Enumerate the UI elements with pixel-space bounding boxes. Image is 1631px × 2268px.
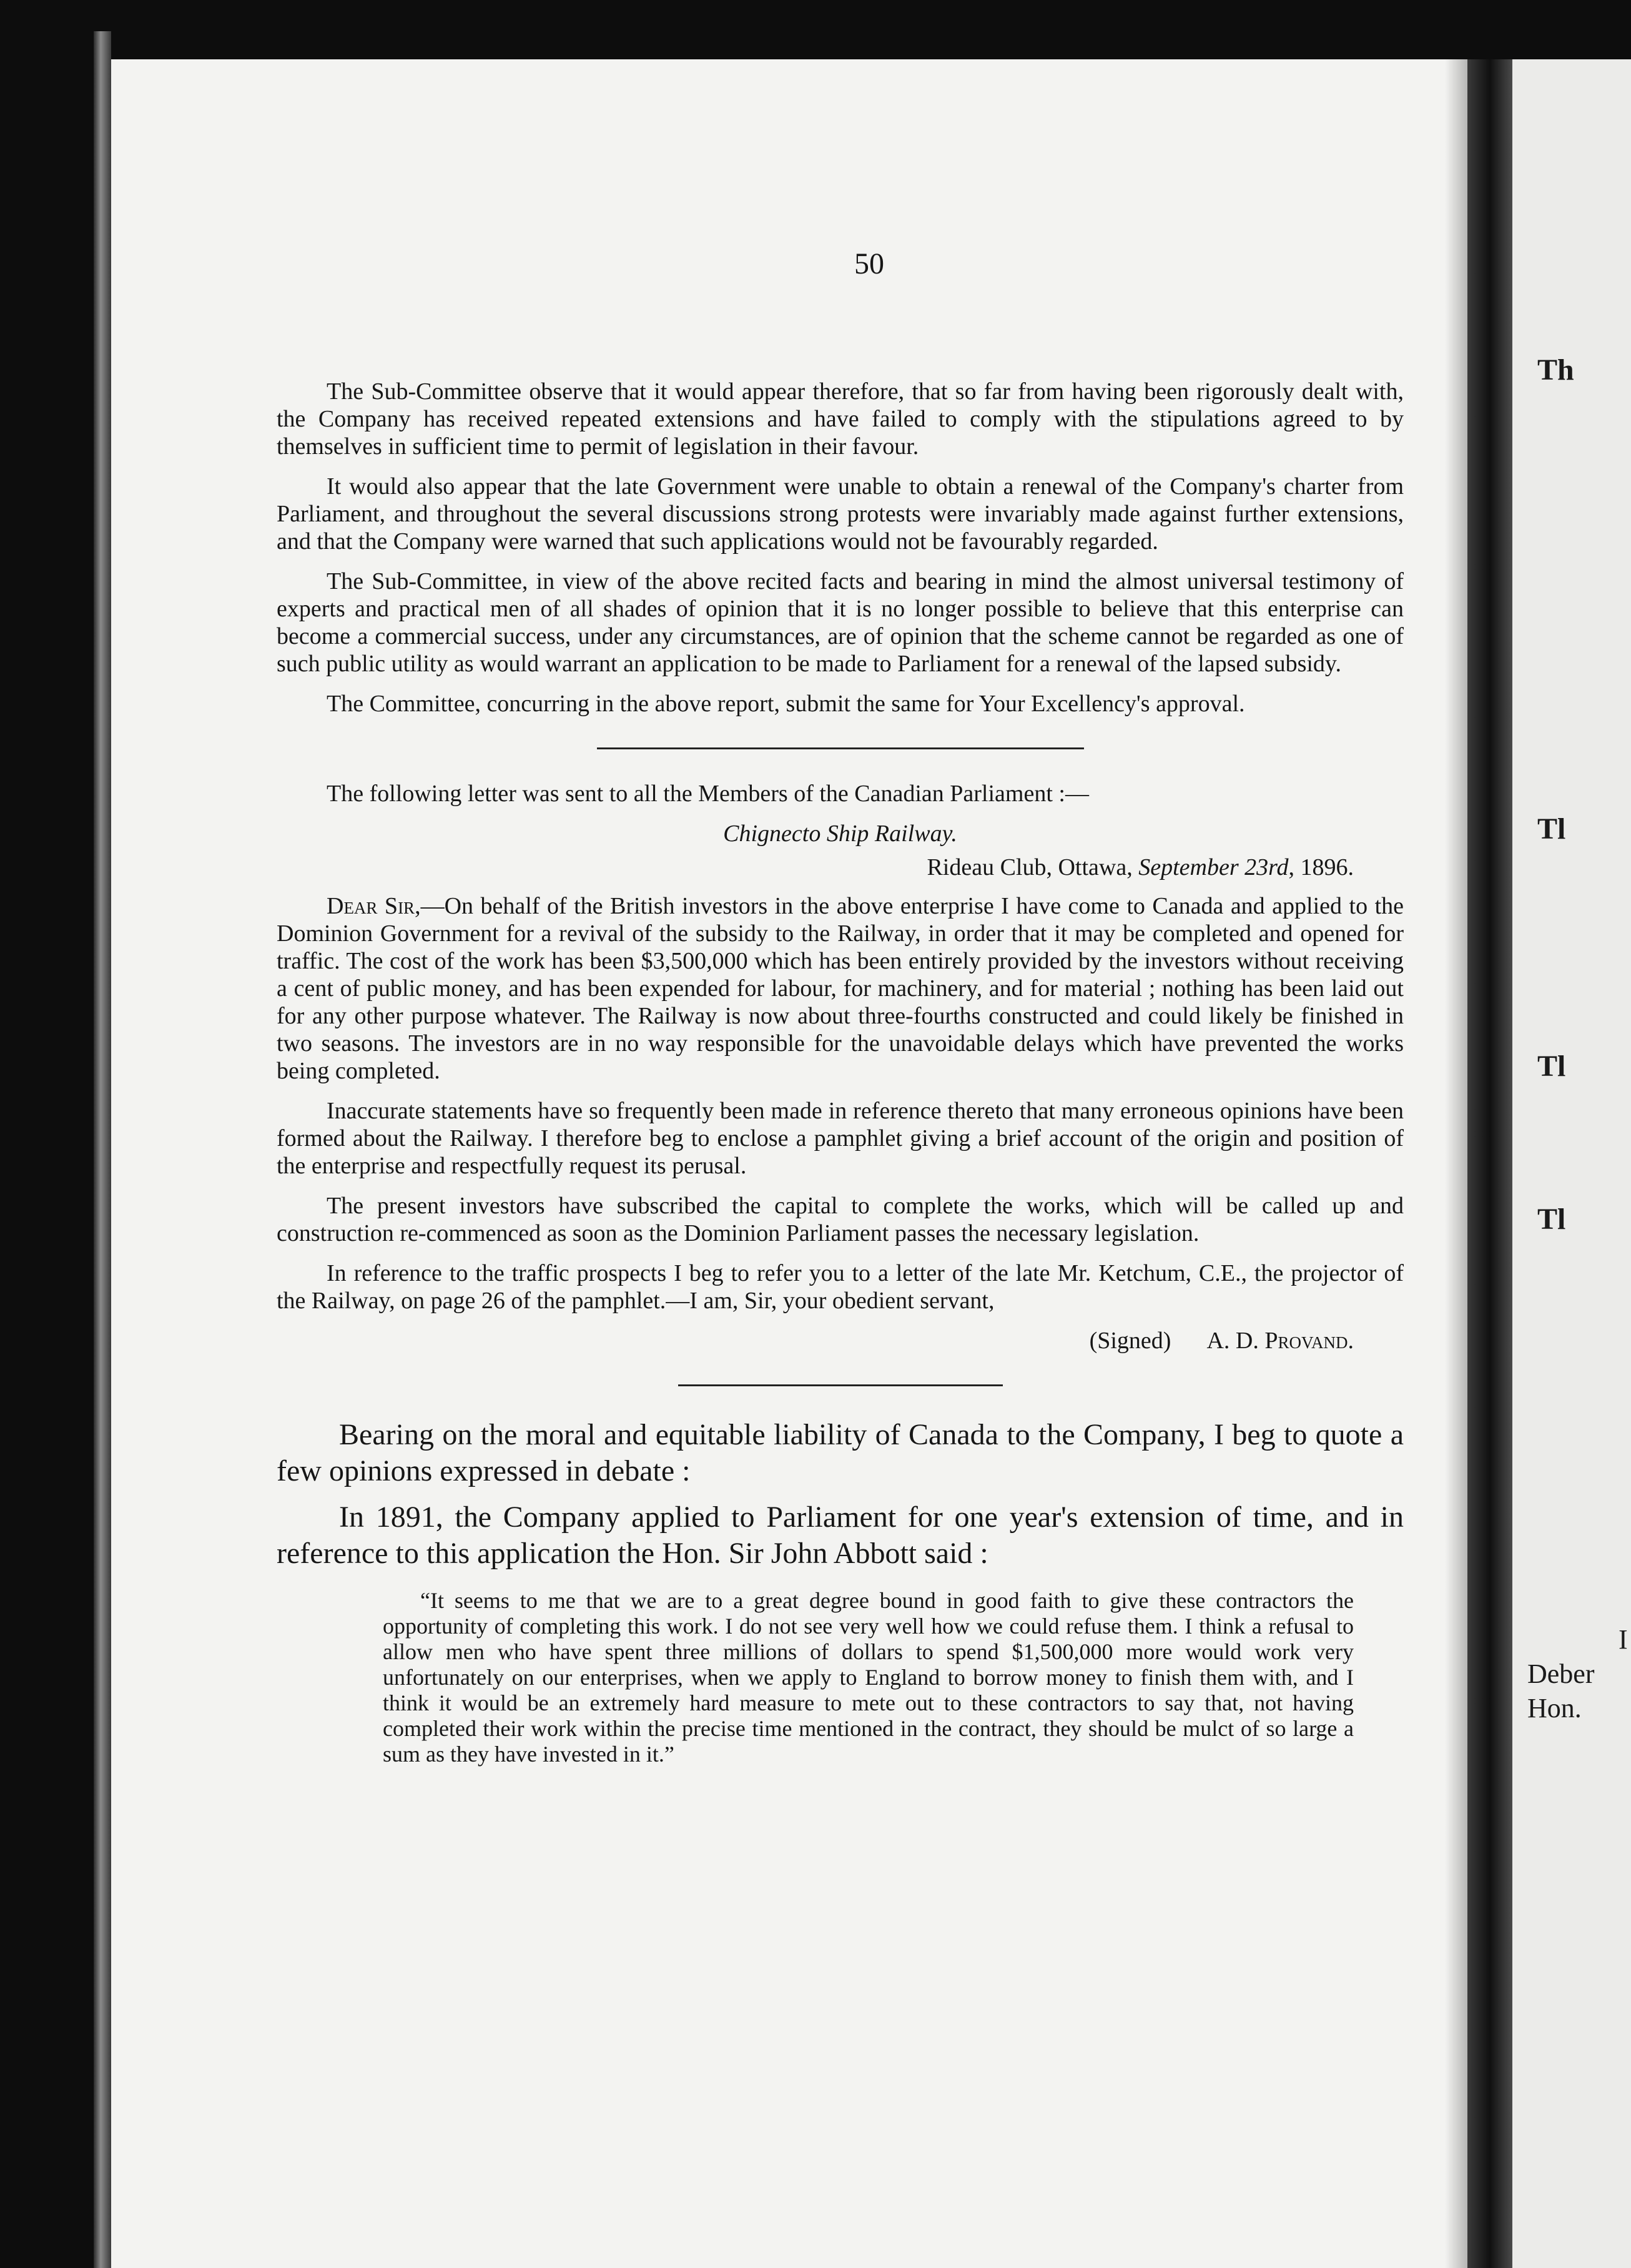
- facing-page-edge: [1512, 59, 1631, 2268]
- dateline-date: September 23rd: [1138, 854, 1289, 880]
- dateline-place: Rideau Club, Ottawa,: [927, 854, 1139, 880]
- letter-intro: The following letter was sent to all the Members of the Canadian Parliament :—: [327, 781, 1089, 807]
- paragraph: It would also appear that the late Government were unable to obtain a renewal of the Company's charter from Parliament, and throughout the several discussions strong protests were invariably made against further extensions, and that the Company were warned that such applications would not be favourably regarded.: [277, 473, 1404, 555]
- letter-paragraph: Inaccurate statements have so frequently been made in reference thereto that many erroneous opinions have been formed about the Railway. I therefore beg to enclose a pamphlet giving a brief account of the origin and position of the enterprise and respectfully request its perusal.: [277, 1098, 1404, 1179]
- letter-heading: Chignecto Ship Railway.: [723, 821, 957, 847]
- facing-page-fragment: Tl: [1537, 1203, 1566, 1236]
- facing-page-fragment: Hon.: [1527, 1693, 1582, 1723]
- facing-page-fragment: Deber: [1527, 1659, 1595, 1689]
- quote-text: “It seems to me that we are to a great degree bound in good faith to give these contractors the opportunity of completing this work. I do not see very well how we could refuse them. I think a refusal to allow men who have spent three millions of dollars to spend $1,500,000 more would work very unfortunately on our enterprises, when we apply to England to borrow money to finish them with, and I think it would be an extremely hard measure to mete out to these contractors to say that, not having completed their work within the precise time mentioned in the contract, they should be mulct of so large a sum as they have invested in it.”: [383, 1588, 1354, 1767]
- letter-paragraph: [277, 892, 1404, 1085]
- facing-page-fragment: Tl: [1537, 1050, 1566, 1083]
- paragraph: Bearing on the moral and equitable liability of Canada to the Company, I beg to quote a few opinions expressed in debate :: [277, 1418, 1404, 1487]
- page-number: 50: [854, 247, 884, 280]
- letter-dateline: [277, 854, 1354, 881]
- letter-paragraph: The present investors have subscribed the capital to complete the works, which will be called up and construction re-commenced as soon as the Dominion Parliament passes the necessary legislation.: [277, 1193, 1404, 1246]
- page-body: [277, 378, 1404, 1767]
- document-page: [111, 59, 1467, 2268]
- page-edge-shadow: [94, 31, 111, 2268]
- sub-committee-report: [277, 378, 1404, 717]
- facing-page-fragment: I: [1619, 1624, 1628, 1655]
- letter-text: —On behalf of the British investors in the above enterprise I have come to Canada and applied to the Dominion Government for a revival of the subsidy to the Railway, in order that it may be completed and opened for traffic. The cost of the work has been $3,500,000 which has been entirely provided by the investors without receiving a cent of public money, and has been expended for labour, for machinery, and for material ; nothing has been laid out for any other purpose whatever. The Railway is now about three-fourths constructed and could likely be finished in two seasons. The investors are in no way responsible for the unavoidable delays which have prevented the works being completed.: [277, 893, 1404, 1084]
- letter-signature: [277, 1327, 1354, 1354]
- letter-paragraph: In reference to the traffic prospects I beg to refer you to a letter of the late Mr. Ketchum, C.E., the projector of the Railway, on page 26 of the pamphlet.—I am, Sir, your obedient servant,: [277, 1260, 1404, 1314]
- debate-section: [277, 1417, 1404, 1572]
- facing-page-fragment: Tl: [1537, 812, 1566, 846]
- divider-rule: [678, 1384, 1003, 1386]
- section-divider: [277, 1378, 1404, 1389]
- paragraph: The Committee, concurring in the above report, submit the same for Your Excellency's approval.: [327, 691, 1245, 717]
- paragraph: The Sub-Committee observe that it would appear therefore, that so far from having been rigorously dealt with, the Company has received repeated extensions and have failed to comply with the stipulations agreed to by themselves in sufficient time to permit of legislation in their favour.: [277, 378, 1404, 460]
- book-gutter: [1467, 59, 1512, 2268]
- block-quote: [383, 1588, 1354, 1767]
- signer-name: A. D. Provand.: [1206, 1328, 1354, 1354]
- dateline-year: , 1896.: [1288, 854, 1354, 880]
- paragraph: The Sub-Committee, in view of the above recited facts and bearing in mind the almost universal testimony of experts and practical men of all shades of opinion that it is no longer possible to believe that this enterprise can become a commercial success, under any circumstances, are of opinion that the scheme cannot be regarded as one of such public utility as would warrant an application to be made to Parliament for a renewal of the lapsed subsidy.: [277, 568, 1404, 677]
- facing-page-fragment: Th: [1537, 353, 1574, 387]
- divider-rule: [597, 747, 1084, 749]
- letter-salutation: Dear Sir,: [327, 893, 421, 919]
- signed-label: (Signed): [1089, 1328, 1171, 1354]
- section-divider: [277, 741, 1404, 752]
- letter: [277, 780, 1404, 1354]
- paragraph: In 1891, the Company applied to Parliament for one year's extension of time, and in reference to this application the Hon. Sir John Abbott said :: [277, 1501, 1404, 1570]
